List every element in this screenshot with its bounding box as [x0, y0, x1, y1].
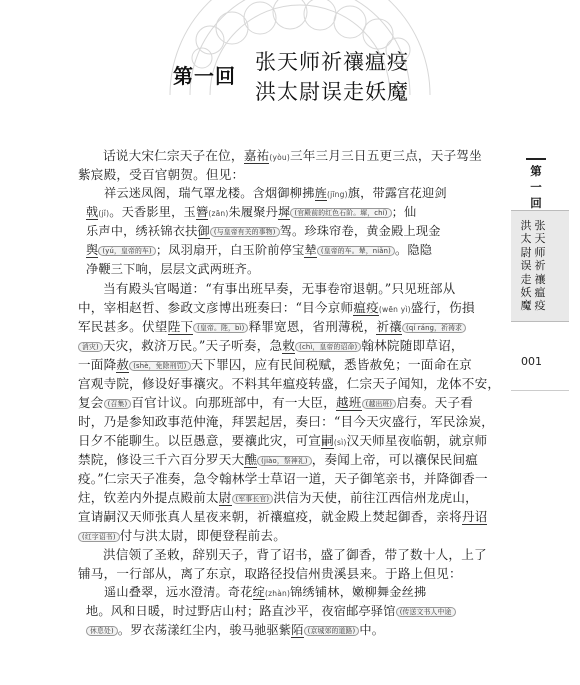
verse-line: 祥云迷凤阁，瑞气罩龙楼。含烟御柳拂旌(jīng)旗，带露宫花迎剑 — [104, 186, 447, 200]
text-line: 疫。”仁宗天子准奏，急令翰林学士草诏一道，天子御笔亲书，并降御香一 — [78, 471, 488, 486]
sidebar-title-column: 洪 太 尉 误 走 妖 魔 — [520, 219, 532, 313]
text-line: 当有殿头官喝道：“有事出班早奏，无事卷帘退朝。”只见班部从 — [103, 281, 456, 296]
text-line: 中，宰相赵哲、参政文彦博出班奏曰：“目今京师瘟疫(wēn yì)盛行，伤損 — [78, 300, 475, 315]
text-line: 洪信领了圣敕，辞别天子，背了诏书，盛了御香，带了数十人，上了 — [103, 547, 487, 562]
text-line: 紫宸殿，受百官朝贺。但见： — [78, 167, 245, 182]
text-line: 铺马，一行部从，离了东京，取路径投信州贵溪县来。于路上但见： — [78, 566, 462, 581]
verse-line: 舆 (yú，皇帝的车) ；凤羽扇开，白玉阶前停宝辇 (皇帝的车。辇，niǎn) 。隐隐 — [86, 243, 433, 257]
verse-line: 地。风和日暖，时过野店山村；路直沙平，夜宿邮亭驿馆 (传送文书人中途 — [78, 602, 483, 621]
text-line: 复会 (召集) 百官计议。向那班部中，有一大臣，越班 (越出班) 启奏。天子看 — [78, 395, 474, 410]
body-text — [78, 146, 501, 640]
text-line: 一面降赦 (shè，免除刑罚) 天下罪囚，应有民间税赋，悉皆赦免；一面命在京 — [78, 357, 472, 372]
sidebar-divider — [511, 390, 569, 391]
text-line: (红字诏书) 付与洪太尉，即便登程前去。 — [78, 526, 483, 545]
text-line: 消灾) 天灾，救济万民。”天子听奏，急敕 (chì，皇帝的诏命) 翰林院随即草诏， — [78, 336, 483, 355]
sidebar-chapter-label: 第 一 回 — [526, 158, 546, 211]
verse-line: 休息处) 。罗衣荡漾红尘内，骏马驰驱紫陌 (京城郊的道路) 中。 — [78, 621, 483, 640]
text-line: 禁院，修设三千六百分罗天大醮 (jiào，祭神礼) ，奏闻上帝，可以禳保民间瘟 — [78, 452, 479, 467]
text-line: 军民甚多。伏望陛下 (皇帝。陛，bì) 释罪宽恩，省刑薄税，祈禳 (qí ráng，祈祷求 — [78, 317, 483, 336]
text-line: 宫观寺院，修设好事禳灾。不料其年瘟疫转盛，仁宗天子闻知，龙体不安， — [78, 376, 501, 391]
text-line: 日夕不能聊生。以臣愚意，要禳此灾，可宣嗣(sì)汉天师星夜临朝，就京师 — [78, 433, 488, 448]
chapter-label: 第一回 — [173, 64, 236, 88]
text-line: 炷，钦差内外提点殿前太尉 (军事长官) 洪信为天使，前往江西信州龙虎山， — [78, 490, 478, 505]
verse-line: 戟(jǐ)。天香影里，玉簪(zān)朱履聚丹墀 (官殿前的红色石阶。墀，chí) ；仙 — [86, 205, 417, 219]
text-line: 话说大宋仁宗天子在位，嘉祐(yòu)三年三月三日五更三点，天子驾坐 — [103, 148, 482, 163]
text-line: 时，乃是参知政事范仲淹，拜罢起居，奏曰：“目今天灾盛行，军民涂炭， — [78, 414, 495, 429]
text-line: 宣请嗣汉天师张真人星夜来朝，祈禳瘟疫，就金殿上焚起御香，亲将丹诏 — [78, 509, 488, 524]
sidebar-title-box — [511, 210, 569, 322]
verse-line: 乐声中，绣袄锦衣扶御 (与皇帝有关的事物) 驾。珍珠帘卷，黄金殿上现金 — [86, 224, 441, 238]
verse-line: 遥山叠翠，远水澄清。奇花绽(zhàn)锦绣铺林，嫩柳舞金丝拂 — [104, 585, 427, 599]
page-number: 001 — [521, 355, 542, 368]
verse-line: 净鞭三下响，层层文武两班齐。 — [86, 262, 260, 276]
chapter-title-line-1: 张天师祈禳瘟疫 — [255, 50, 409, 74]
sidebar-title-column: 张 天 师 祈 禳 瘟 疫 — [534, 219, 546, 313]
chapter-title-line-2: 洪太尉误走妖魔 — [255, 80, 409, 104]
